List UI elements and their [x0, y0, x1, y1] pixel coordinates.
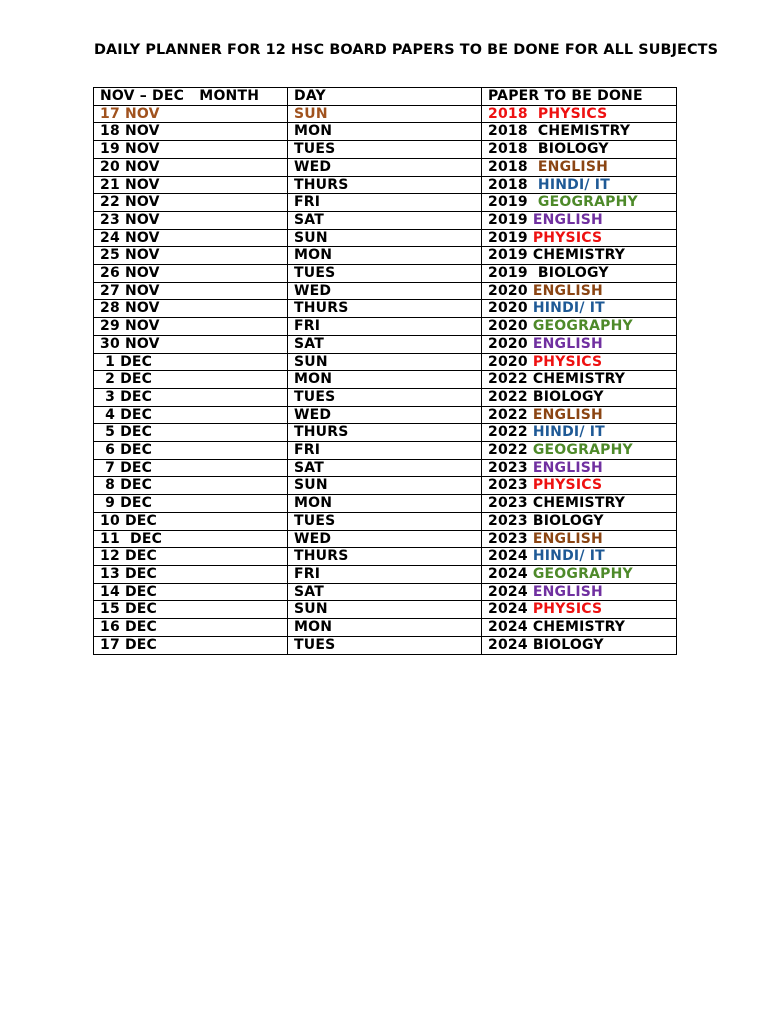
- date-cell: 4 DEC: [94, 406, 288, 424]
- paper-cell: [482, 512, 677, 530]
- table-row: [94, 406, 677, 424]
- paper-year: 2020: [488, 282, 528, 299]
- table-row: [94, 194, 677, 212]
- date-cell: 5 DEC: [94, 424, 288, 442]
- table-row: [94, 530, 677, 548]
- day-cell: SUN: [288, 353, 482, 371]
- paper-cell: [482, 123, 677, 141]
- paper-cell: [482, 459, 677, 477]
- paper-subject: ENGLISH: [532, 406, 603, 423]
- paper-year: 2022: [488, 406, 528, 423]
- paper-year: 2019: [488, 265, 528, 282]
- date-cell: 21 NOV: [94, 176, 288, 194]
- paper-cell: [482, 495, 677, 513]
- paper-year: 2019: [488, 211, 528, 228]
- date-cell: 11 DEC: [94, 530, 288, 548]
- paper-separator: [528, 265, 538, 281]
- day-cell: THURS: [288, 300, 482, 318]
- paper-separator: [528, 106, 538, 122]
- paper-cell: [482, 105, 677, 123]
- paper-subject: BIOLOGY: [532, 636, 604, 653]
- paper-year: 2022: [488, 424, 528, 441]
- paper-cell: [482, 371, 677, 389]
- date-cell: 30 NOV: [94, 335, 288, 353]
- paper-subject: ENGLISH: [532, 459, 603, 476]
- document-title: DAILY PLANNER FOR 12 HSC BOARD PAPERS TO BE DONE FOR ALL SUBJECTS: [94, 42, 719, 58]
- date-cell: 28 NOV: [94, 300, 288, 318]
- table-row: [94, 247, 677, 265]
- paper-year: 2022: [488, 442, 528, 459]
- paper-cell: [482, 565, 677, 583]
- day-cell: SAT: [288, 583, 482, 601]
- header-month: NOV – DEC MONTH: [94, 88, 288, 106]
- paper-cell: [482, 424, 677, 442]
- date-cell: 7 DEC: [94, 459, 288, 477]
- date-cell: 20 NOV: [94, 158, 288, 176]
- paper-year: 2023: [488, 495, 528, 512]
- day-cell: FRI: [288, 565, 482, 583]
- date-cell: 17 NOV: [94, 105, 288, 123]
- day-cell: SAT: [288, 459, 482, 477]
- paper-subject: HINDI/ IT: [532, 548, 605, 565]
- day-cell: SUN: [288, 477, 482, 495]
- paper-cell: [482, 282, 677, 300]
- table-row: [94, 335, 677, 353]
- paper-year: 2018: [488, 158, 528, 175]
- paper-subject: PHYSICS: [532, 477, 603, 494]
- day-cell: TUES: [288, 636, 482, 654]
- paper-year: 2019: [488, 247, 528, 264]
- paper-cell: [482, 442, 677, 460]
- paper-year: 2024: [488, 565, 528, 582]
- date-cell: 12 DEC: [94, 548, 288, 566]
- table-row: [94, 211, 677, 229]
- date-cell: 27 NOV: [94, 282, 288, 300]
- date-cell: 1 DEC: [94, 353, 288, 371]
- paper-year: 2024: [488, 548, 528, 565]
- paper-separator: [528, 159, 538, 175]
- paper-separator: [528, 177, 538, 193]
- table-row: [94, 229, 677, 247]
- table-row: [94, 353, 677, 371]
- table-row: [94, 265, 677, 283]
- header-day: DAY: [288, 88, 482, 106]
- paper-cell: [482, 530, 677, 548]
- date-cell: 6 DEC: [94, 442, 288, 460]
- table-row: [94, 619, 677, 637]
- paper-cell: [482, 265, 677, 283]
- date-cell: 29 NOV: [94, 318, 288, 336]
- paper-cell: [482, 158, 677, 176]
- date-cell: 15 DEC: [94, 601, 288, 619]
- table-row: [94, 105, 677, 123]
- table-row: [94, 318, 677, 336]
- date-cell: 3 DEC: [94, 388, 288, 406]
- paper-year: 2018: [488, 105, 528, 122]
- paper-cell: [482, 388, 677, 406]
- day-cell: MON: [288, 619, 482, 637]
- day-cell: TUES: [288, 512, 482, 530]
- day-cell: TUES: [288, 388, 482, 406]
- table-row: [94, 548, 677, 566]
- day-cell: SUN: [288, 229, 482, 247]
- paper-year: 2022: [488, 371, 528, 388]
- paper-year: 2018: [488, 176, 528, 193]
- table-row: [94, 176, 677, 194]
- paper-separator: [528, 141, 538, 157]
- paper-subject: GEOGRAPHY: [537, 194, 638, 211]
- paper-subject: HINDI/ IT: [532, 424, 605, 441]
- date-cell: 13 DEC: [94, 565, 288, 583]
- paper-subject: PHYSICS: [537, 105, 608, 122]
- day-cell: FRI: [288, 442, 482, 460]
- paper-year: 2023: [488, 512, 528, 529]
- paper-subject: GEOGRAPHY: [532, 565, 633, 582]
- paper-subject: CHEMISTRY: [532, 495, 626, 512]
- paper-cell: [482, 406, 677, 424]
- paper-cell: [482, 353, 677, 371]
- paper-subject: HINDI/ IT: [537, 176, 610, 193]
- paper-subject: ENGLISH: [537, 158, 609, 175]
- table-row: [94, 442, 677, 460]
- day-cell: SAT: [288, 211, 482, 229]
- paper-year: 2018: [488, 141, 528, 158]
- paper-year: 2020: [488, 335, 528, 352]
- paper-subject: ENGLISH: [532, 530, 603, 547]
- paper-subject: GEOGRAPHY: [532, 442, 633, 459]
- paper-cell: [482, 141, 677, 159]
- day-cell: SUN: [288, 105, 482, 123]
- paper-cell: [482, 211, 677, 229]
- day-cell: MON: [288, 123, 482, 141]
- day-cell: THURS: [288, 176, 482, 194]
- paper-subject: PHYSICS: [532, 229, 603, 246]
- paper-cell: [482, 601, 677, 619]
- date-cell: 23 NOV: [94, 211, 288, 229]
- table-row: [94, 158, 677, 176]
- day-cell: FRI: [288, 194, 482, 212]
- day-cell: MON: [288, 371, 482, 389]
- table-row: [94, 512, 677, 530]
- paper-year: 2019: [488, 229, 528, 246]
- paper-cell: [482, 194, 677, 212]
- table-row: [94, 388, 677, 406]
- table-row: [94, 583, 677, 601]
- day-cell: WED: [288, 530, 482, 548]
- day-cell: WED: [288, 158, 482, 176]
- day-cell: THURS: [288, 548, 482, 566]
- day-cell: MON: [288, 247, 482, 265]
- day-cell: SAT: [288, 335, 482, 353]
- paper-subject: PHYSICS: [532, 601, 603, 618]
- paper-subject: BIOLOGY: [532, 388, 604, 405]
- table-header-row: [94, 88, 677, 106]
- paper-year: 2020: [488, 318, 528, 335]
- paper-subject: ENGLISH: [532, 211, 603, 228]
- paper-subject: PHYSICS: [532, 353, 603, 370]
- date-cell: 25 NOV: [94, 247, 288, 265]
- header-paper: PAPER TO BE DONE: [482, 88, 677, 106]
- paper-subject: HINDI/ IT: [532, 300, 605, 317]
- paper-year: 2020: [488, 353, 528, 370]
- paper-year: 2022: [488, 388, 528, 405]
- paper-cell: [482, 636, 677, 654]
- paper-year: 2018: [488, 123, 528, 140]
- date-cell: 16 DEC: [94, 619, 288, 637]
- table-row: [94, 477, 677, 495]
- paper-cell: [482, 247, 677, 265]
- day-cell: TUES: [288, 265, 482, 283]
- paper-separator: [528, 194, 538, 210]
- date-cell: 10 DEC: [94, 512, 288, 530]
- date-cell: 14 DEC: [94, 583, 288, 601]
- paper-subject: ENGLISH: [532, 282, 603, 299]
- paper-year: 2024: [488, 601, 528, 618]
- paper-subject: BIOLOGY: [532, 512, 604, 529]
- paper-cell: [482, 477, 677, 495]
- paper-year: 2024: [488, 583, 528, 600]
- table-row: [94, 495, 677, 513]
- date-cell: 8 DEC: [94, 477, 288, 495]
- paper-subject: CHEMISTRY: [532, 371, 626, 388]
- paper-year: 2023: [488, 459, 528, 476]
- paper-subject: CHEMISTRY: [532, 247, 626, 264]
- day-cell: WED: [288, 406, 482, 424]
- table-row: [94, 141, 677, 159]
- date-cell: 24 NOV: [94, 229, 288, 247]
- table-body: [94, 105, 677, 654]
- paper-year: 2024: [488, 619, 528, 636]
- date-cell: 17 DEC: [94, 636, 288, 654]
- table-row: [94, 459, 677, 477]
- table-row: [94, 601, 677, 619]
- table-row: [94, 424, 677, 442]
- paper-subject: ENGLISH: [532, 335, 603, 352]
- paper-cell: [482, 318, 677, 336]
- day-cell: FRI: [288, 318, 482, 336]
- paper-subject: ENGLISH: [532, 583, 603, 600]
- paper-cell: [482, 548, 677, 566]
- day-cell: SUN: [288, 601, 482, 619]
- table-row: [94, 371, 677, 389]
- day-cell: TUES: [288, 141, 482, 159]
- paper-subject: GEOGRAPHY: [532, 318, 633, 335]
- day-cell: MON: [288, 495, 482, 513]
- paper-cell: [482, 300, 677, 318]
- paper-subject: CHEMISTRY: [537, 123, 631, 140]
- table-row: [94, 282, 677, 300]
- paper-cell: [482, 229, 677, 247]
- paper-cell: [482, 335, 677, 353]
- table-row: [94, 123, 677, 141]
- paper-year: 2020: [488, 300, 528, 317]
- day-cell: WED: [288, 282, 482, 300]
- paper-year: 2023: [488, 477, 528, 494]
- table-row: [94, 636, 677, 654]
- paper-separator: [528, 123, 538, 139]
- day-cell: THURS: [288, 424, 482, 442]
- paper-subject: BIOLOGY: [537, 141, 609, 158]
- date-cell: 2 DEC: [94, 371, 288, 389]
- paper-year: 2019: [488, 194, 528, 211]
- paper-cell: [482, 583, 677, 601]
- paper-year: 2023: [488, 530, 528, 547]
- paper-cell: [482, 619, 677, 637]
- paper-subject: BIOLOGY: [537, 265, 609, 282]
- date-cell: 9 DEC: [94, 495, 288, 513]
- date-cell: 18 NOV: [94, 123, 288, 141]
- paper-subject: CHEMISTRY: [532, 619, 626, 636]
- date-cell: 19 NOV: [94, 141, 288, 159]
- table-row: [94, 300, 677, 318]
- paper-cell: [482, 176, 677, 194]
- planner-table: [93, 87, 677, 655]
- date-cell: 22 NOV: [94, 194, 288, 212]
- date-cell: 26 NOV: [94, 265, 288, 283]
- paper-year: 2024: [488, 636, 528, 653]
- table-row: [94, 565, 677, 583]
